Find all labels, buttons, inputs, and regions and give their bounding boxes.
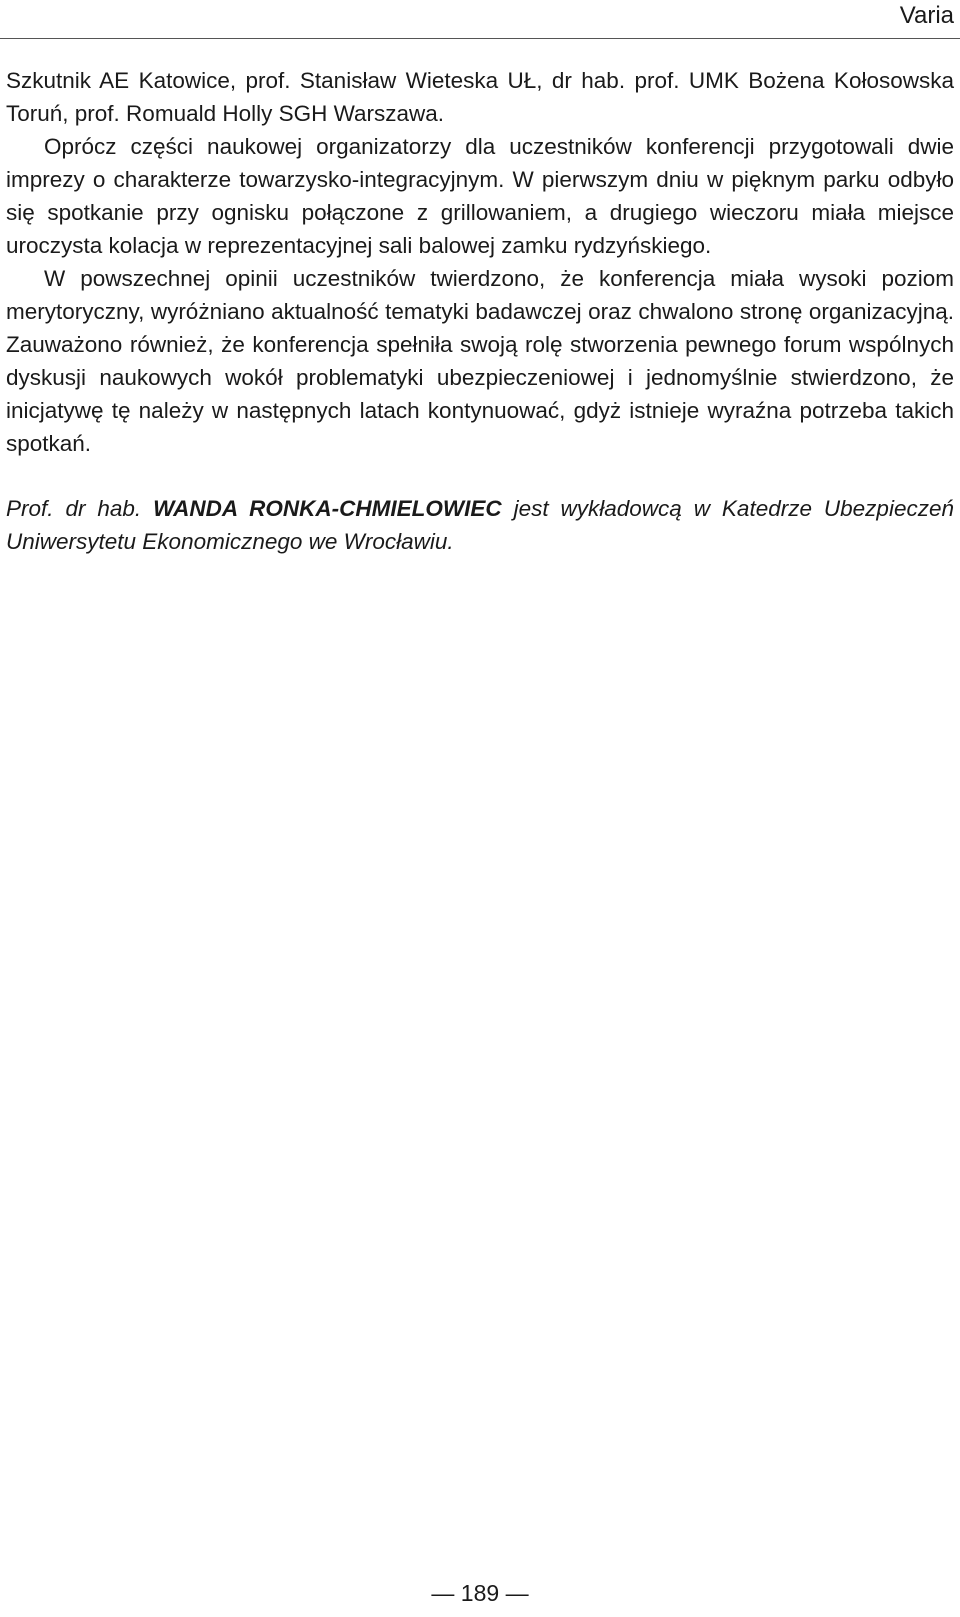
- article-body: [6, 64, 954, 558]
- running-header: [0, 0, 960, 39]
- author-affiliation: jest wykładowcą w Katedrze Ubezpieczeń Uniwersytetu Ekonomicznego we Wrocławiu.: [6, 496, 954, 554]
- author-note: [6, 492, 954, 558]
- paragraph-participant-opinion: W powszechnej opinii uczestników twierdzono, że konferencja miała wysoki poziom merytoryczny, wyróżniano aktualność tematyki badawczej oraz chwalono stronę organizacyjną. Zauważono również, że konferencja spełniła swoją rolę stworzenia pewnego forum wspólnych dyskusji naukowych wokół problematyki ubezpieczeniowej i jednomyślnie stwierdzono, że inicjatywę tę należy w następnych latach kontynuować, gdyż istnieje wyraźna potrzeba takich spotkań.: [6, 266, 954, 456]
- paragraph-continuation: Szkutnik AE Katowice, prof. Stanisław Wieteska UŁ, dr hab. prof. UMK Bożena Kołosowska Toruń, prof. Romuald Holly SGH Warszawa.: [6, 68, 954, 126]
- page-number: — 189 —: [431, 1580, 529, 1606]
- author-title: Prof. dr hab.: [6, 496, 154, 521]
- paragraph-social-events: Oprócz części naukowej organizatorzy dla uczestników konferencji przygotowali dwie imprezy o charakterze towarzysko-integracyjnym. W pierwszym dniu w pięknym parku odbyło się spotkanie przy ognisku połączone z grillowaniem, a drugiego wieczoru miała miejsce uroczysta kolacja w reprezentacyjnej sali balowej zamku rydzyńskiego.: [6, 134, 954, 258]
- section-label: Varia: [899, 2, 954, 29]
- author-name: WANDA RONKA-CHMIELOWIEC: [153, 496, 502, 521]
